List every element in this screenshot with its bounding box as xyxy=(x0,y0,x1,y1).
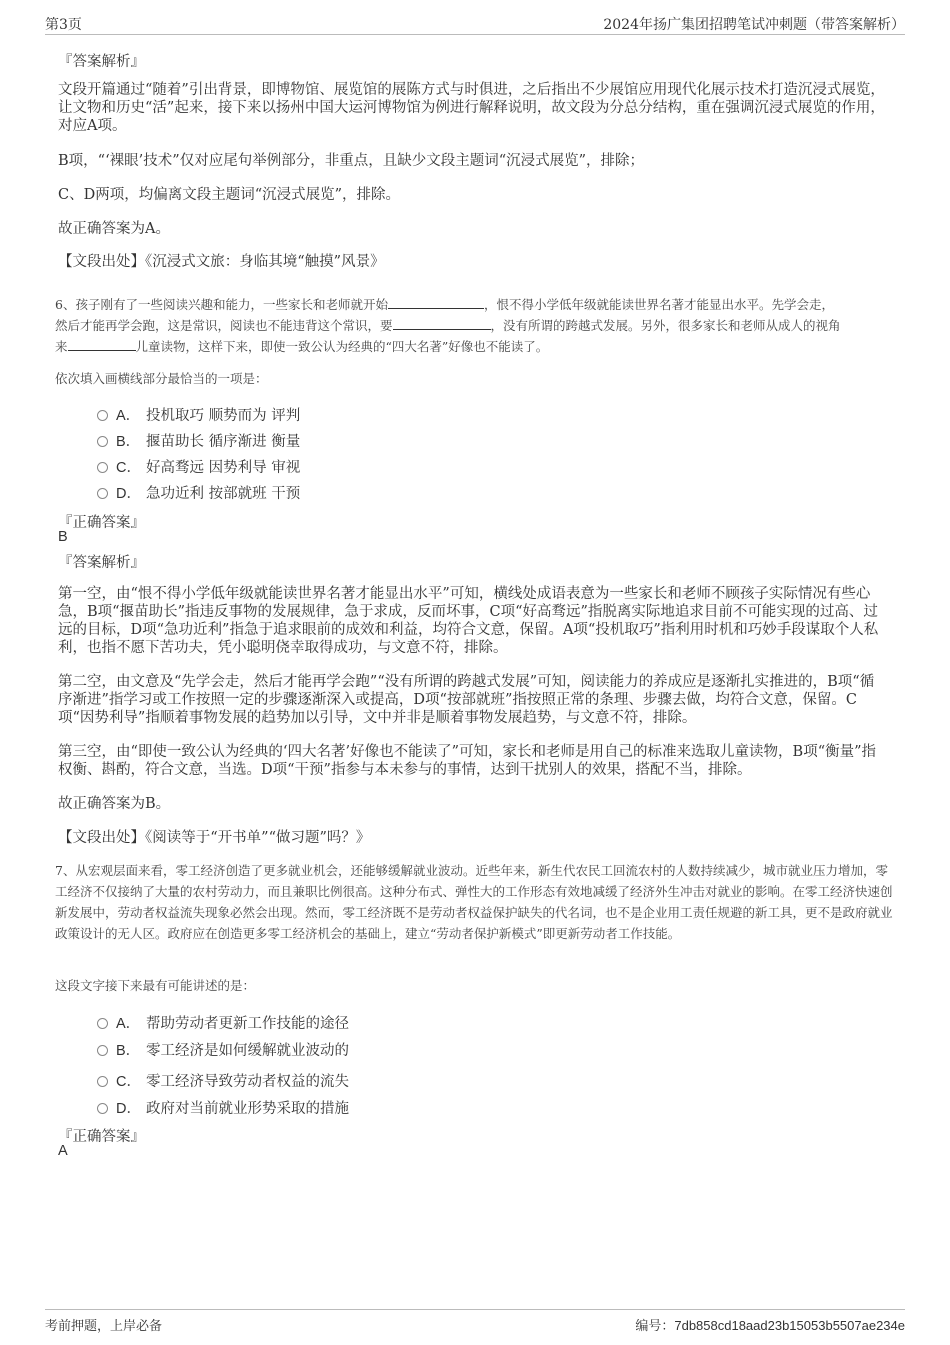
q5-analysis-conclusion: 故正确答案为A。 xyxy=(58,221,170,237)
q6-option-a[interactable]: A． 投机取巧 顺势而为 评判 xyxy=(97,404,300,425)
radio-icon[interactable] xyxy=(97,410,108,421)
q5-analysis-p3: C、D两项，均偏离文段主题词“沉浸式展览”，排除。 xyxy=(58,187,401,203)
footer-code: 编号：7db858cd18aad23b15053b5507ae234e xyxy=(635,1318,905,1334)
q7-correct-heading: 『正确答案』 xyxy=(58,1129,145,1145)
document-title: 2024年扬广集团招聘笔试冲刺题（带答案解析） xyxy=(603,17,905,33)
q5-source: 【文段出处】《沉浸式文旅：身临其境“触摸”风景》 xyxy=(58,254,385,270)
q6-blank-2 xyxy=(393,317,491,330)
q6-option-b[interactable]: B． 揠苗助长 循序渐进 衡量 xyxy=(97,430,300,451)
radio-icon[interactable] xyxy=(97,462,108,473)
radio-icon[interactable] xyxy=(97,436,108,447)
q6-prompt: 依次填入画横线部分最恰当的一项是： xyxy=(55,371,268,386)
q6-analysis-p2: 第二空，由文意及“先学会走，然后才能再学会跑”“没有所谓的跨越式发展”可知，阅读能力的养成应是逐渐扎实推进的，B项“循序渐进”指学习或工作按照一定的步骤逐渐深入或提高，D项“按部就班”指按照正常的条理、步骤去做，均符合文意，保留。C项“因势利导”指顺着事物发展的趋势加以引导，文中并非是顺着事物发展趋势，与文意不符，排除。 xyxy=(58,674,875,726)
q7-correct-answer: A xyxy=(58,1143,68,1159)
q6-correct-heading: 『正确答案』 xyxy=(58,515,145,531)
page-header xyxy=(45,14,905,35)
q6-analysis-heading: 『答案解析』 xyxy=(58,555,145,571)
q6-analysis-p3: 第三空，由“即使一致公认为经典的‘四大名著’好像也不能读了”可知，家长和老师是用自己的标准来选取儿童读物，B项“衡量”指权衡、斟酌，符合文意，当选。D项“干预”指参与本未参与的事情，达到干扰别人的效果，搭配不当，排除。 xyxy=(58,744,877,778)
q7-prompt: 这段文字接下来最有可能讲述的是： xyxy=(55,978,256,993)
q7-option-c[interactable]: C． 零工经济导致劳动者权益的流失 xyxy=(97,1070,349,1091)
radio-icon[interactable] xyxy=(97,488,108,499)
q5-analysis-heading: 『答案解析』 xyxy=(58,54,145,70)
page-footer xyxy=(45,1309,905,1336)
q7-stem: 7、从宏观层面来看，零工经济创造了更多就业机会，还能够缓解就业波动。近些年来，新生代农民工回流农村的人数持续减少，城市就业压力增加，零工经济不仅接纳了大量的农村劳动力，而且兼职比例很高。这种分布式、弹性大的工作形态有效地减缓了经济外生冲击对就业的影响。在零工经济快速创新发展中，劳动者权益流失现象必然会出现。然而，零工经济既不是劳动者权益保护缺失的代名词，也不是企业用工责任规避的新工具，更不是政府就业政策设计的无人区。政府应在创造更多零工经济机会的基础上，建立“劳动者保护新模式”即更新劳动者工作技能。 xyxy=(55,863,893,941)
q6-option-d[interactable]: D． 急功近利 按部就班 干预 xyxy=(97,482,300,503)
footer-slogan: 考前押题，上岸必备 xyxy=(45,1319,163,1334)
q7-option-b[interactable]: B． 零工经济是如何缓解就业波动的 xyxy=(97,1039,349,1060)
q6-source: 【文段出处】《阅读等于“开书单”“做习题”吗？》 xyxy=(58,830,371,846)
q6-blank-3 xyxy=(68,338,136,351)
radio-icon[interactable] xyxy=(97,1018,108,1029)
radio-icon[interactable] xyxy=(97,1045,108,1056)
q5-analysis-p1: 文段开篇通过“随着”引出背景，即博物馆、展览馆的展陈方式与时俱进，之后指出不少展馆应用现代化展示技术打造沉浸式展览，让文物和历史“活”起来，接下来以扬州中国大运河博物馆为例进行解释说明，故文段为分总分结构，重在强调沉浸式展览的作用，对应A项。 xyxy=(58,82,885,134)
q6-correct-answer: B xyxy=(58,529,68,545)
q7-option-d[interactable]: D． 政府对当前就业形势采取的措施 xyxy=(97,1097,349,1118)
q6-stem: 6、孩子刚有了一些阅读兴趣和能力，一些家长和老师就开始 ，恨不得小学低年级就能读世界名著才能显出水平。先学会走， 然后才能再学会跑，这是常识，阅读也不能违背这个常识，要 ，没有所谓的跨越式发展。另外，很多家长和老师从成人的视角 来 儿童读物，这样下来，即使一致公认为经典的“四大名著”好像也不能读了。 xyxy=(55,297,841,354)
q5-analysis-p2: B项，“‘裸眼’技术”仅对应尾句举例部分，非重点，且缺少文段主题词“沉浸式展览”，排除； xyxy=(58,153,645,169)
q6-analysis-conclusion: 故正确答案为B。 xyxy=(58,796,171,812)
radio-icon[interactable] xyxy=(97,1076,108,1087)
q6-analysis-p1: 第一空，由“恨不得小学低年级就能读世界名著才能显出水平”可知，横线处成语表意为一些家长和老师不顾孩子实际情况有些心急，B项“揠苗助长”指违反事物的发展规律，急于求成，反而坏事，C项“好高骛远”指脱离实际地追求目前不可能实现的过高、过远的目标，D项“急功近利”指急于追求眼前的成效和利益，均符合文意，保留。A项“投机取巧”指利用时机和巧妙手段谋取个人私利，也指不愿下苦功夫，凭小聪明侥幸取得成功，与文意不符，排除。 xyxy=(58,586,879,656)
q6-option-c[interactable]: C． 好高骛远 因势利导 审视 xyxy=(97,456,300,477)
q6-blank-1 xyxy=(388,296,484,309)
page-number: 第3页 xyxy=(45,17,82,33)
radio-icon[interactable] xyxy=(97,1103,108,1114)
q7-option-a[interactable]: A． 帮助劳动者更新工作技能的途径 xyxy=(97,1012,349,1033)
